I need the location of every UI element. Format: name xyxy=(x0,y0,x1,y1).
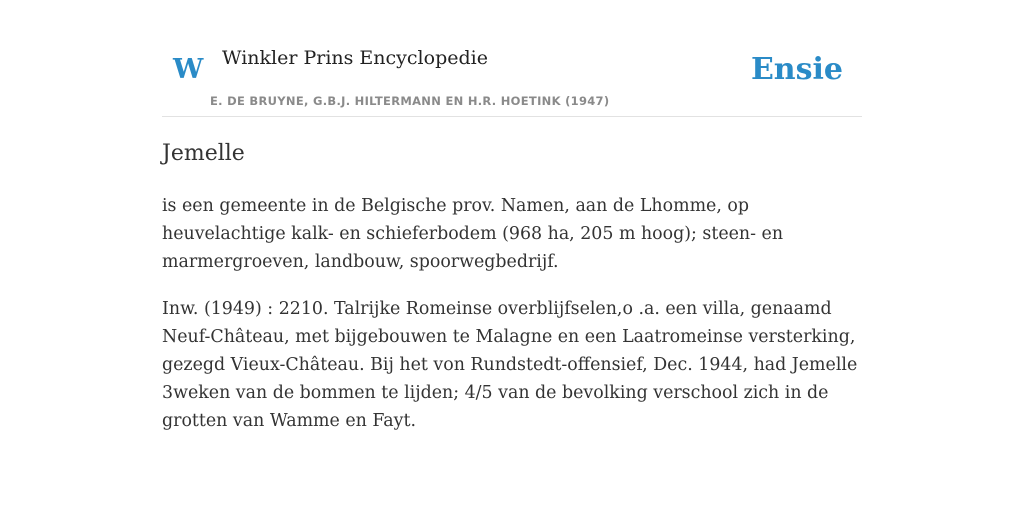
entry-title: Jemelle xyxy=(162,141,245,166)
brand-logo[interactable]: Ensie xyxy=(750,52,843,87)
entry-paragraph: is een gemeente in de Belgische prov. Namen, aan de Lhomme, op heuvelachtige kalk- en schieferbodem (968 ha, 205 m hoog); steen- en marmergroeven, landbouw, spoorwegbedrijf. xyxy=(162,196,784,272)
entry-paragraph: Inw. (1949) : 2210. Talrijke Romeinse overblijfselen,o .a. een villa, genaamd Neuf-Château, met bijgebouwen te Malagne en een Laatromeinse versterking, gezegd Vieux-Château. Bij het von Rundstedt-offensief, Dec. 1944, had Jemelle 3weken van de bommen te lijden; 4/5 van de bevolking verschool zich in de grotten van Wamme en Fayt. xyxy=(162,299,858,431)
entry-body xyxy=(162,192,862,454)
source-title[interactable]: Winkler Prins Encyclopedie xyxy=(222,47,488,69)
page-container xyxy=(162,0,862,431)
source-header xyxy=(162,0,862,117)
source-authors: E. DE BRUYNE, G.B.J. HILTERMANN EN H.R. HOETINK (1947) xyxy=(210,94,610,108)
source-logo[interactable]: W xyxy=(173,54,204,85)
